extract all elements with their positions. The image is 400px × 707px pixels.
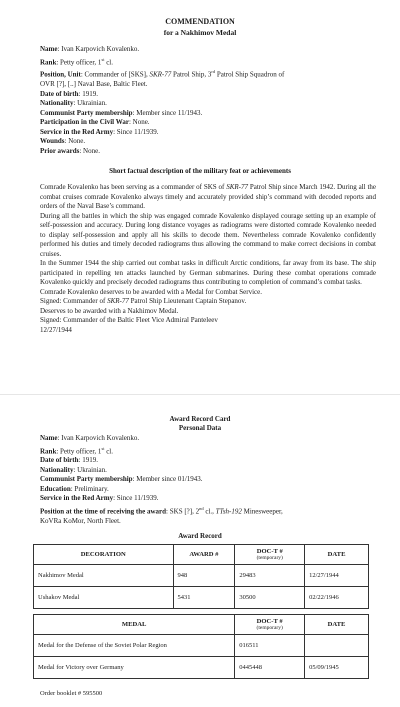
name-line: Name: Ivan Karpovich Kovalenko. xyxy=(40,434,140,442)
date-cell: 12/27/1944 xyxy=(305,565,369,587)
table-row xyxy=(34,565,369,587)
description-title: Short factual description of the military feat or achievements xyxy=(109,167,291,175)
dob-line: Date of birth: 1919. xyxy=(40,456,98,465)
decoration-cell: Nakhimov Medal xyxy=(34,565,174,587)
position-line-2: KoVRa KoMor, North Fleet. xyxy=(40,516,121,525)
doc-number-cell: 30500 xyxy=(235,587,305,609)
award-number-cell: 5431 xyxy=(173,587,235,609)
doc-number-cell: 016511 xyxy=(235,635,305,657)
position-line: Position at the time of receiving the award: SKS [?], 2nd cl., TTsh-192 Minesweeper, xyxy=(40,505,283,516)
table-header-row xyxy=(34,545,369,565)
description-paragraph: During all the battles in which the ship was engaged comrade Kovalenko displayed courage setting up an example of self-possession and accuracy. During long distance voyages as radiograms were distorted comrade Kovalenko needed to display self-possession and apply all his skills to decode them. Nevertheless comrade Kovalenko confidently performed his duties and timely decoded radiograms thus allowing the command to make correct decisions in combat cruises. xyxy=(40,211,376,258)
doc-number-cell: 0445448 xyxy=(235,657,305,679)
commendation-personal-info xyxy=(40,45,380,156)
position-line: Position, Unit: Commander of [SKS], SKR-77 Patrol Ship, 3rd Patrol Ship Squadron of xyxy=(40,69,285,79)
doc-number-cell: 29483 xyxy=(235,565,305,587)
education-line: Education: Preliminary. xyxy=(40,484,109,493)
medals-table xyxy=(33,614,369,679)
description-paragraph: Comrade Kovalenko deserves to be awarded with a Medal for Combat Service. xyxy=(40,287,262,296)
party-line: Communist Party membership: Member since 11/1943. xyxy=(40,108,203,117)
doc-header: DOC-T # (temporary) xyxy=(235,545,305,565)
description-body xyxy=(40,183,376,335)
date-cell xyxy=(305,635,369,657)
description-paragraph: In the Summer 1944 the ship carried out combat tasks in difficult Arctic conditions, far away from its base. The ship participated in repelling ten attacks launched by German submarines. During these combat operations comrade Kovalenko quickly and precisely decoded radiograms thus contributing to completion of command’s combat tasks. xyxy=(40,259,376,286)
card-personal-info xyxy=(40,434,380,526)
date-header: DATE xyxy=(305,545,369,565)
decoration-cell: Ushakov Medal xyxy=(34,587,174,609)
decoration-header: DECORATION xyxy=(34,545,174,565)
nationality-line: Nationality: Ukrainian. xyxy=(40,465,107,474)
commendation-title: COMMENDATION xyxy=(165,17,235,26)
nationality-line: Nationality: Ukrainian. xyxy=(40,99,107,108)
table-row xyxy=(34,587,369,609)
table-header-row xyxy=(34,615,369,635)
date-header: DATE xyxy=(305,615,369,635)
award-record-table xyxy=(33,544,369,609)
table-row xyxy=(34,657,369,679)
position-line-2: OVR [?], [..] Naval Base, Baltic Fleet. xyxy=(40,80,148,89)
description-paragraph: Deserves to be awarded with a Nakhimov Medal. xyxy=(40,306,179,315)
name-line: Name: Ivan Karpovich Kovalenko. xyxy=(40,45,140,53)
date-cell: 05/09/1945 xyxy=(305,657,369,679)
card-subtitle: Personal Data xyxy=(178,424,222,432)
prior-awards-line: Prior awards: None. xyxy=(40,146,100,155)
civil-war-line: Participation in the Civil War: None. xyxy=(40,118,150,127)
description-paragraph: Comrade Kovalenko has been serving as a commander of SKS of SKR-77 Patrol Ship since March 1942. During all the combat cruises comrade Kovalenko always timely and accurately provided ship’s command with decoded reports and orders of the Naval Base’s command. xyxy=(40,183,377,210)
medal-cell: Medal for Victory over Germany xyxy=(34,657,235,679)
date-line: 12/27/1944 xyxy=(40,325,72,334)
order-booklet-number: Order booklet # 595500 xyxy=(40,690,103,697)
signature-line: Signed: Commander of the Baltic Fleet Vice Admiral Panteleev xyxy=(40,316,218,324)
signature-line: Signed: Commander of SKR-77 Patrol Ship Lieutenant Captain Stepanov. xyxy=(40,297,247,305)
rank-line: Rank: Petty officer, 1st cl. xyxy=(40,445,114,455)
card-title: Award Record Card xyxy=(169,415,231,423)
wounds-line: Wounds: None. xyxy=(40,137,86,146)
dob-line: Date of birth: 1919. xyxy=(40,89,98,98)
commendation-subtitle: for a Nakhimov Medal xyxy=(163,28,237,37)
red-army-line: Service in the Red Army: Since 11/1939. xyxy=(40,494,159,503)
award-record-title: Award Record xyxy=(178,532,222,540)
doc-header: DOC-T # (temporary) xyxy=(235,615,305,635)
section-divider xyxy=(0,394,400,395)
medal-header: MEDAL xyxy=(34,615,235,635)
party-line: Communist Party membership: Member since 01/1943. xyxy=(40,475,203,484)
medal-cell: Medal for the Defense of the Soviet Polar Region xyxy=(34,635,235,657)
date-cell: 02/22/1946 xyxy=(305,587,369,609)
award-header: AWARD # xyxy=(173,545,235,565)
rank-line: Rank: Petty officer, 1st cl. xyxy=(40,56,114,66)
award-number-cell: 948 xyxy=(173,565,235,587)
table-row xyxy=(34,635,369,657)
red-army-line: Service in the Red Army: Since 11/1939. xyxy=(40,127,159,136)
